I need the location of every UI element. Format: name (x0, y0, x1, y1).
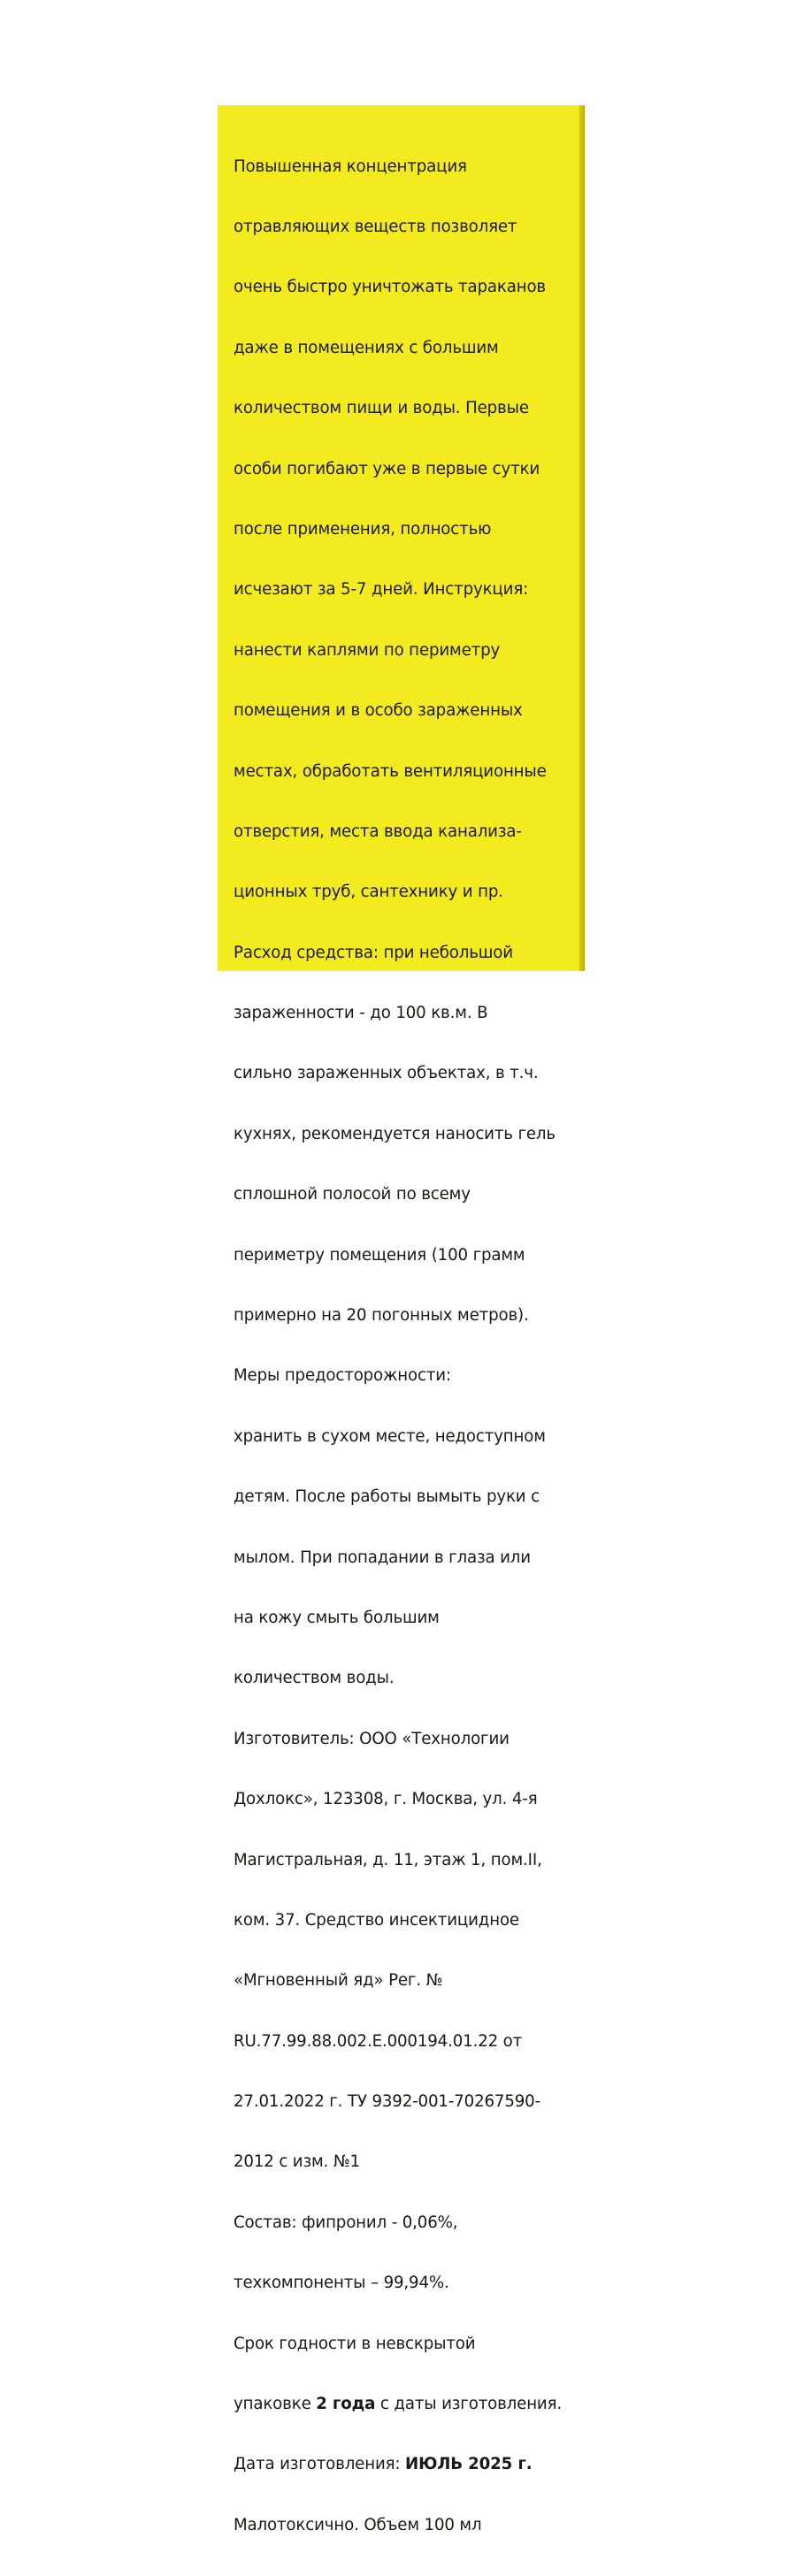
shelf-life-line (234, 2395, 580, 2415)
manufacture-date-value: ИЮЛЬ 2025 г. (405, 2455, 533, 2474)
text-line: нанести каплями по периметру (234, 640, 501, 660)
text-line: Дохлокс», 123308, г. Москва, ул. 4-я (234, 1790, 538, 1809)
text-line: даже в помещениях с большим (234, 338, 499, 357)
manufacture-date-line (234, 2455, 580, 2475)
shelf-life-value: 2 года (316, 2395, 376, 2414)
text-line: очень быстро уничтожать тараканов (234, 278, 546, 297)
text-line: Расход средства: при небольшой (234, 943, 513, 962)
text-line: местах, обработать вентиляционные (234, 761, 547, 781)
text-line: RU.77.99.88.002.Е.000194.01.22 от (234, 2031, 523, 2051)
text-line: исчезают за 5-7 дней. Инструкция: (234, 580, 529, 600)
text-line: Меры предосторожности: (234, 1366, 451, 1386)
shelf-life-prefix: упаковке (234, 2395, 317, 2414)
text-line: на кожу смыть большим (234, 1608, 440, 1627)
text-line: зараженности - до 100 кв.м. В (234, 1004, 488, 1023)
text-line: особи погибают уже в первые сутки (234, 459, 540, 478)
text-line: «Мгновенный яд» Рег. № (234, 1971, 443, 1991)
text-line: помещения и в особо зараженных (234, 701, 523, 721)
text-line: количеством воды. (234, 1669, 395, 1688)
text-line: периметру помещения (100 грамм (234, 1245, 525, 1265)
text-line: детям. После работы вымыть руки с (234, 1487, 540, 1507)
text-line: Состав: фипронил - 0,06%, (234, 2213, 458, 2232)
text-line: Магистральная, д. 11, этаж 1, пом.II, (234, 1850, 542, 1869)
text-line: Срок годности в невскрытой (234, 2334, 476, 2353)
text-line: Изготовитель: ООО «Технологии (234, 1729, 510, 1748)
text-line: примерно на 20 погонных метров). (234, 1306, 529, 1326)
shelf-life-suffix: с даты изготовления. (375, 2395, 563, 2414)
text-line: ком. 37. Средство инсектицидное (234, 1910, 519, 1930)
text-line: Повышенная концентрация (234, 157, 467, 176)
text-line: техкомпоненты – 99,94%. (234, 2274, 449, 2293)
text-line: ционных труб, сантехнику и пр. (234, 883, 503, 902)
volume-line: Малотоксично. Объем 100 мл (234, 2515, 482, 2534)
text-line: кухнях, рекомендуется наносить гель (234, 1124, 556, 1143)
package-text (234, 117, 580, 2576)
text-line: количеством пищи и воды. Первые (234, 399, 529, 418)
text-line: сильно зараженных объектах, в т.ч. (234, 1064, 539, 1083)
manufacture-date-label: Дата изготовления: (234, 2455, 406, 2474)
text-line: 27.01.2022 г. ТУ 9392-001-70267590- (234, 2092, 541, 2112)
text-line: отравляющих веществ позволяет (234, 217, 517, 236)
text-line: отверстия, места ввода канализа- (234, 822, 522, 841)
text-line: после применения, полностью (234, 519, 492, 539)
text-line: 2012 с изм. №1 (234, 2152, 361, 2172)
text-line: сплошной полосой по всему (234, 1185, 471, 1204)
text-line: мылом. При попадании в глаза или (234, 1548, 531, 1567)
text-line: хранить в сухом месте, недоступном (234, 1426, 546, 1446)
